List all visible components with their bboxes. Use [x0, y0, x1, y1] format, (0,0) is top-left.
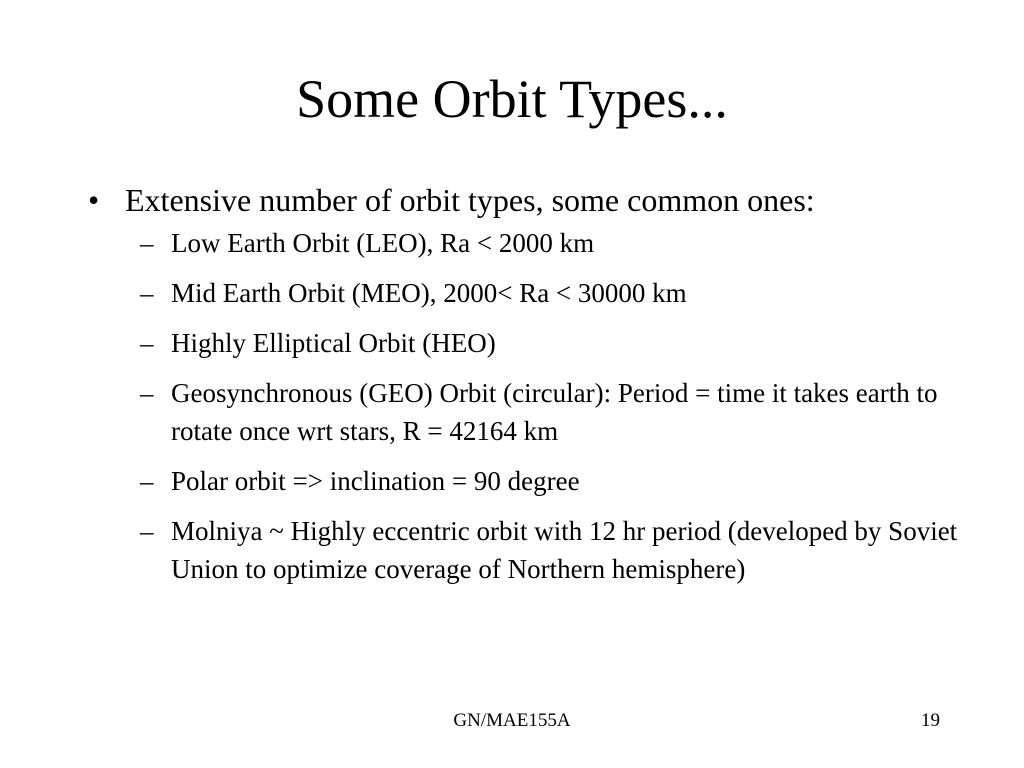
- sub-bullet-text: Highly Elliptical Orbit (HEO): [171, 328, 496, 358]
- sub-bullet-text: Mid Earth Orbit (MEO), 2000< Ra < 30000 km: [171, 278, 687, 308]
- footer-page-number: 19: [921, 710, 940, 731]
- footer-course: GN/MAE155A: [453, 710, 571, 731]
- sub-bullet-text: Polar orbit => inclination = 90 degree: [171, 466, 580, 496]
- sub-bullet-list: [88, 224, 958, 588]
- dash-marker: –: [140, 328, 154, 358]
- dash-marker: –: [140, 516, 154, 546]
- slide-body: [88, 178, 958, 600]
- sub-bullet-geo: [88, 374, 961, 450]
- sub-bullet-text: Geosynchronous (GEO) Orbit (circular): Period = time it takes earth to rotate once wrt stars, R = 42164 km: [171, 378, 938, 446]
- main-bullet-text: Extensive number of orbit types, some common ones:: [125, 182, 815, 218]
- dash-marker: –: [140, 378, 154, 408]
- dash-marker: –: [140, 278, 154, 308]
- sub-bullet-molniya: [88, 512, 961, 588]
- slide-title: Some Orbit Types...: [296, 69, 728, 129]
- sub-bullet-heo: [88, 324, 961, 362]
- sub-bullet-polar: [88, 462, 961, 500]
- sub-bullet-text: Low Earth Orbit (LEO), Ra < 2000 km: [171, 228, 595, 258]
- bullet-marker: •: [88, 182, 100, 218]
- main-bullet: [88, 178, 948, 222]
- sub-bullet-text: Molniya ~ Highly eccentric orbit with 12 hr period (developed by Soviet Union to optimize coverage of Northern hemisphere): [171, 516, 958, 584]
- dash-marker: –: [140, 228, 154, 258]
- sub-bullet-leo: [88, 224, 961, 262]
- sub-bullet-meo: [88, 274, 961, 312]
- dash-marker: –: [140, 466, 154, 496]
